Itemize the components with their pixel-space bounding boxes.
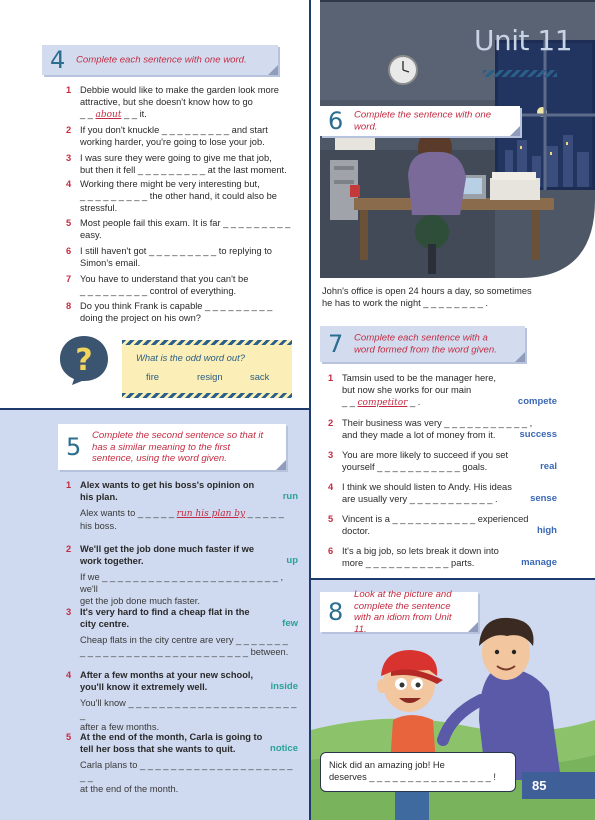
list-item: 2 If you don't knuckle _ _ _ _ _ _ _ _ _ and start working harder, you're going to lose your job. bbox=[66, 125, 268, 147]
ex7-list bbox=[328, 372, 557, 575]
ex8-number: 8 bbox=[328, 598, 344, 626]
ex4-banner bbox=[42, 45, 278, 75]
banner-fold bbox=[268, 65, 278, 75]
list-item: 3 You are more likely to succeed if you set yourself _ _ _ _ _ _ _ _ _ _ _ goals. real bbox=[328, 450, 557, 472]
list-item: 3 It's very hard to find a cheap flat in the city centre. few Cheap flats in the city centre are very _ _ _ _ _ _ _ _ _ _ _ _ _ _ _ _ _ _ _ _ _ _ _ _ _ _ _ _ _ between. bbox=[66, 607, 298, 657]
answer-line: _ _ about _ _ it. bbox=[80, 109, 147, 120]
list-item: 4 Working there might be very interesting but, _ _ _ _ _ _ _ _ _ the other hand, it could also be stressful. bbox=[66, 179, 277, 213]
list-item: 2 We'll get the job done much faster if we work together. up If we _ _ _ _ _ _ _ _ _ _ _ _ _ _ _ _ _ _ _ _ _ _ _ , we'll get the job done much faster. bbox=[66, 544, 298, 606]
list-item: 1 Alex wants to get his boss's opinion on his plan. run Alex wants to _ _ _ _ _ run his plan by _ _ _ _ _ his boss. bbox=[66, 480, 298, 531]
list-item: 4 After a few months at your new school, you'll know it extremely well. inside You'll know _ _ _ _ _ _ _ _ _ _ _ _ _ _ _ _ _ _ _ _ _ _ _ after a few months. bbox=[66, 670, 298, 732]
list-item: 8 Do you think Frank is capable _ _ _ _ _ _ _ _ _ doing the project on his own? bbox=[66, 301, 273, 323]
list-item: 3 I was sure they were going to give me that job, but then it fell _ _ _ _ _ _ _ _ _ at the last moment. bbox=[66, 153, 287, 175]
list-item: 1 Debbie would like to make the garden look more attractive, but she doesn't know how to go _ _ about _ _ it. bbox=[66, 84, 302, 124]
banner-fold bbox=[276, 460, 286, 470]
banner-fold bbox=[468, 622, 478, 632]
odd-word-option: resign bbox=[197, 371, 223, 382]
ex6-banner bbox=[320, 106, 520, 136]
handwritten-answer: run his plan by bbox=[176, 509, 246, 519]
list-item: 7 You have to understand that you can't be _ _ _ _ _ _ _ _ _ control of everything. bbox=[66, 274, 249, 296]
ex5-list bbox=[66, 479, 298, 793]
ex5-instruction: Complete the second sentence so that it has a similar meaning to the first sentence, using the word given. bbox=[92, 429, 264, 464]
ex4-list bbox=[66, 84, 302, 326]
odd-word-box bbox=[122, 340, 292, 398]
list-item: 6 I still haven't got _ _ _ _ _ _ _ _ _ to replying to Simon's email. bbox=[66, 246, 272, 268]
ex6-sentence: John's office is open 24 hours a day, so sometimes he has to work the night _ _ _ _ _ _ _ _ . bbox=[322, 286, 532, 308]
ex8-banner bbox=[320, 589, 478, 635]
odd-word-option: fire bbox=[146, 371, 160, 382]
odd-word-stripe-top bbox=[122, 340, 292, 345]
keyword: inside bbox=[270, 681, 298, 692]
answer-line: Alex wants to _ _ _ _ _ run his plan by _ _ _ _ _ bbox=[80, 508, 284, 519]
ex7-instruction: Complete each sentence with a word formed from the word given. bbox=[354, 332, 497, 355]
list-item: 2 Their business was very _ _ _ _ _ _ _ _ _ _ _ , and they made a lot of money from it. success bbox=[328, 418, 557, 440]
ex7-number: 7 bbox=[328, 330, 344, 358]
handwritten-answer: competitor bbox=[357, 398, 408, 408]
page-number: 85 bbox=[532, 778, 547, 793]
unit-title-stripe bbox=[483, 70, 557, 77]
svg-text:?: ? bbox=[75, 343, 93, 378]
ex5-top-rule bbox=[0, 408, 309, 410]
keyword: manage bbox=[521, 557, 557, 568]
ex5-banner bbox=[58, 424, 286, 470]
odd-word-question: What is the odd word out? bbox=[136, 352, 245, 363]
list-item: 6 It's a big job, so lets break it down into more _ _ _ _ _ _ _ _ _ _ _ parts. manage bbox=[328, 546, 557, 568]
keyword: few bbox=[282, 618, 298, 629]
keyword: sense bbox=[530, 493, 557, 504]
answer-line: _ _ competitor _ . compete bbox=[342, 396, 557, 408]
ex4-number: 4 bbox=[50, 46, 66, 74]
banner-fold bbox=[515, 352, 525, 362]
ex5-number: 5 bbox=[66, 433, 82, 461]
odd-word-option: sack bbox=[250, 371, 270, 382]
banner-fold bbox=[510, 126, 520, 136]
keyword: high bbox=[536, 525, 557, 536]
question-mark-icon bbox=[58, 334, 112, 386]
ex7-banner bbox=[320, 326, 525, 362]
list-item: 5 Most people fail this exam. It is far _ _ _ _ _ _ _ _ _ easy. bbox=[66, 218, 291, 240]
ex6-number: 6 bbox=[328, 107, 344, 135]
ex4-instruction: Complete each sentence with one word. bbox=[76, 54, 247, 66]
keyword: notice bbox=[270, 743, 298, 754]
handwritten-answer: about bbox=[95, 110, 122, 120]
speech-bubble: Nick did an amazing job! He deserves _ _ _ _ _ _ _ _ _ _ _ _ _ _ _ _ ! bbox=[320, 752, 516, 792]
keyword: success bbox=[519, 429, 557, 440]
keyword: run bbox=[282, 491, 298, 502]
ex6-instruction: Complete the sentence with one word. bbox=[354, 109, 492, 132]
unit-title: Unit 11 bbox=[474, 24, 573, 57]
odd-word-stripe-bottom bbox=[122, 393, 292, 398]
list-item: 1 Tamsin used to be the manager here, but now she works for our main _ _ competitor _ . compete bbox=[328, 373, 557, 408]
keyword: real bbox=[540, 461, 557, 472]
keyword: compete bbox=[517, 396, 557, 407]
list-item: 5 At the end of the month, Carla is going to tell her boss that she wants to quit. notice Carla plans to _ _ _ _ _ _ _ _ _ _ _ _ _ _ _ _ _ _ _ _ _ _ at the end of the month. bbox=[66, 732, 298, 794]
ex8-instruction: Look at the picture and complete the sentence with an idiom from Unit 11. bbox=[354, 589, 452, 635]
list-item: 5 Vincent is a _ _ _ _ _ _ _ _ _ _ _ experienced doctor. high bbox=[328, 514, 557, 536]
list-item: 4 I think we should listen to Andy. His ideas are usually very _ _ _ _ _ _ _ _ _ _ _ . sense bbox=[328, 482, 557, 504]
keyword: up bbox=[286, 555, 298, 566]
